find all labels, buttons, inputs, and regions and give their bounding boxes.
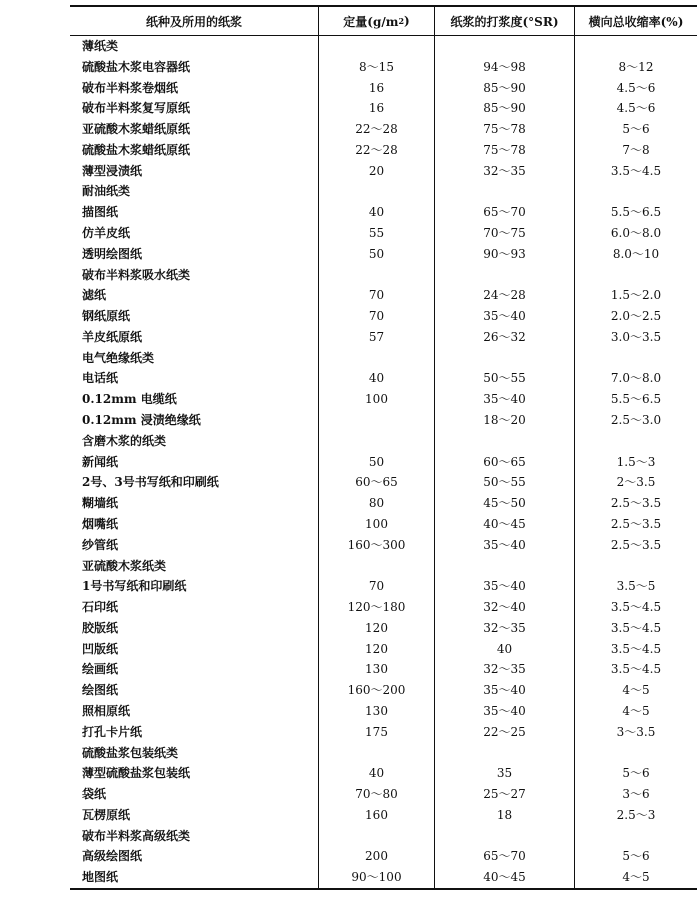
shrinkage-cell: 3～6 — [622, 787, 650, 802]
row-name: 纱管纸 — [82, 537, 119, 552]
beating-degree-cell: 45～50 — [483, 496, 526, 511]
row-name: 破布半料浆卷烟纸 — [82, 80, 179, 95]
beating-degree-cell: 24～28 — [483, 288, 526, 303]
basis-weight-cell: 120～180 — [347, 600, 406, 615]
row-name: 地图纸 — [82, 870, 119, 885]
beating-degree-cell: 65～70 — [483, 205, 526, 220]
row-name: 滤纸 — [82, 288, 107, 303]
beating-degree-cell: 18～20 — [483, 413, 526, 428]
shrinkage-cell: 5.5～6.5 — [610, 205, 662, 220]
beating-degree-cell: 40～45 — [483, 516, 526, 531]
shrinkage-cell: 3.5～4.5 — [610, 641, 662, 656]
table-row — [70, 452, 697, 473]
table-row — [70, 805, 697, 826]
basis-weight-cell: 160 — [365, 807, 388, 822]
shrinkage-cell: 3.0～3.5 — [610, 329, 662, 344]
table-row — [70, 265, 697, 286]
beating-degree-cell — [435, 181, 574, 202]
beating-degree-cell: 32～35 — [483, 163, 526, 178]
shrinkage-cell: 1.5～3 — [616, 454, 656, 469]
shrinkage-cell: 3.5～4.5 — [610, 600, 662, 615]
basis-weight-cell: 70 — [368, 309, 385, 324]
shrinkage-cell: 7.0～8.0 — [610, 371, 662, 386]
table-row — [70, 119, 697, 140]
basis-weight-cell: 100 — [365, 392, 388, 407]
shrinkage-cell: 5～6 — [622, 122, 650, 137]
row-name: 钢纸原纸 — [82, 309, 131, 324]
row-name: 破布半料浆复写原纸 — [82, 101, 191, 116]
beating-degree-cell: 60～65 — [483, 454, 526, 469]
beating-degree-cell: 25～27 — [483, 787, 526, 802]
beating-degree-cell: 32～35 — [483, 662, 526, 677]
beating-degree-cell — [435, 265, 574, 286]
beating-degree-cell: 65～70 — [483, 849, 526, 864]
basis-weight-cell: 120 — [365, 620, 388, 635]
row-name: 描图纸 — [82, 205, 119, 220]
beating-degree-cell: 50～55 — [483, 371, 526, 386]
beating-degree-cell — [435, 743, 574, 764]
row-name: 羊皮纸原纸 — [82, 329, 143, 344]
shrinkage-cell — [575, 826, 697, 847]
table-row — [70, 493, 697, 514]
row-name: 照相原纸 — [82, 703, 131, 718]
beating-degree-cell: 40～45 — [483, 870, 526, 885]
row-name: 耐油纸类 — [82, 184, 131, 199]
shrinkage-cell: 5～6 — [622, 766, 650, 781]
row-name: 绘图纸 — [82, 683, 119, 698]
table-row — [70, 327, 697, 348]
header-beating-degree: 纸浆的打浆度(°SR) — [450, 14, 559, 29]
beating-degree-cell: 32～40 — [483, 600, 526, 615]
table-row — [70, 368, 697, 389]
table-row — [70, 223, 697, 244]
row-name: 透明绘图纸 — [82, 246, 143, 261]
basis-weight-cell — [319, 743, 434, 764]
shrinkage-cell: 3.5～4.5 — [610, 620, 662, 635]
table-row — [70, 348, 697, 369]
basis-weight-cell: 160～200 — [347, 683, 406, 698]
beating-degree-cell — [435, 826, 574, 847]
table-row — [70, 202, 697, 223]
row-name: 糊墙纸 — [82, 496, 119, 511]
table-row — [70, 514, 697, 535]
beating-degree-cell: 75～78 — [483, 122, 526, 137]
basis-weight-cell: 57 — [368, 329, 385, 344]
header-category: 纸种及所用的纸浆 — [145, 14, 242, 29]
table-row — [70, 431, 697, 452]
shrinkage-cell — [575, 36, 697, 57]
row-name: 电话纸 — [82, 371, 119, 386]
shrinkage-cell: 2.5～3.5 — [610, 537, 662, 552]
table-row — [70, 98, 697, 119]
shrinkage-cell: 5～6 — [622, 849, 650, 864]
basis-weight-cell: 60～65 — [355, 475, 398, 490]
basis-weight-cell: 120 — [365, 641, 388, 656]
basis-weight-cell — [319, 265, 434, 286]
row-name: 破布半料浆吸水纸类 — [82, 267, 191, 282]
table-row — [70, 826, 697, 847]
beating-degree-cell: 18 — [496, 807, 513, 822]
table-row — [70, 743, 697, 764]
table-row — [70, 659, 697, 680]
beating-degree-cell: 35～40 — [483, 309, 526, 324]
table-row — [70, 181, 697, 202]
basis-weight-cell: 8～15 — [359, 59, 394, 74]
basis-weight-cell: 100 — [365, 516, 388, 531]
row-name: 瓦楞原纸 — [82, 807, 131, 822]
table-row — [70, 763, 697, 784]
row-name: 薄纸类 — [82, 39, 119, 53]
table-row — [70, 78, 697, 99]
table-row — [70, 161, 697, 182]
table-row — [70, 701, 697, 722]
basis-weight-cell: 90～100 — [351, 870, 402, 885]
basis-weight-cell — [319, 431, 434, 452]
shrinkage-cell: 3.5～4.5 — [610, 662, 662, 677]
beating-degree-cell: 50～55 — [483, 475, 526, 490]
row-name: 0.12mm 电缆纸 — [82, 392, 177, 407]
row-name: 烟嘴纸 — [82, 516, 119, 531]
beating-degree-cell: 75～78 — [483, 142, 526, 157]
row-name: 含磨木浆的纸类 — [82, 433, 167, 448]
beating-degree-cell: 70～75 — [483, 226, 526, 241]
shrinkage-cell — [575, 556, 697, 577]
table-row — [70, 306, 697, 327]
basis-weight-cell: 200 — [365, 849, 388, 864]
beating-degree-cell: 35～40 — [483, 703, 526, 718]
shrinkage-cell: 8.0～10 — [612, 246, 660, 261]
basis-weight-cell: 16 — [368, 80, 385, 95]
row-name: 新闻纸 — [82, 454, 119, 469]
row-name: 破布半料浆高级纸类 — [82, 828, 191, 843]
table-row — [70, 140, 697, 161]
beating-degree-cell — [435, 556, 574, 577]
paper-shrinkage-table — [70, 5, 697, 890]
row-name: 高级绘图纸 — [82, 849, 143, 864]
shrinkage-cell: 5.5～6.5 — [610, 392, 662, 407]
basis-weight-cell: 160～300 — [347, 537, 406, 552]
shrinkage-cell — [575, 431, 697, 452]
table-row — [70, 597, 697, 618]
shrinkage-cell: 4～5 — [622, 703, 650, 718]
table-row — [70, 36, 697, 57]
beating-degree-cell: 90～93 — [483, 246, 526, 261]
shrinkage-cell — [575, 348, 697, 369]
basis-weight-cell: 50 — [368, 454, 385, 469]
beating-degree-cell: 35～40 — [483, 392, 526, 407]
shrinkage-cell: 1.5～2.0 — [610, 288, 662, 303]
shrinkage-cell: 4～5 — [622, 870, 650, 885]
beating-degree-cell: 85～90 — [483, 101, 526, 116]
row-name: 亚硫酸木浆蜡纸原纸 — [82, 122, 191, 137]
beating-degree-cell: 22～25 — [483, 724, 526, 739]
basis-weight-cell: 20 — [368, 163, 385, 178]
row-name: 薄型硫酸盐浆包装纸 — [82, 766, 191, 781]
shrinkage-cell: 8～12 — [618, 59, 654, 74]
table-row — [70, 846, 697, 867]
shrinkage-cell: 4.5～6 — [616, 101, 656, 116]
beating-degree-cell: 40 — [496, 641, 513, 656]
basis-weight-cell: 40 — [368, 766, 385, 781]
beating-degree-cell — [435, 36, 574, 57]
basis-weight-cell — [319, 36, 434, 57]
shrinkage-cell: 3.5～4.5 — [610, 163, 662, 178]
shrinkage-cell — [575, 181, 697, 202]
row-name: 绘画纸 — [82, 662, 119, 677]
row-name: 电气绝缘纸类 — [82, 350, 155, 365]
table-row — [70, 410, 697, 431]
beating-degree-cell: 85～90 — [483, 80, 526, 95]
beating-degree-cell: 32～35 — [483, 620, 526, 635]
shrinkage-cell: 2.0～2.5 — [610, 309, 662, 324]
basis-weight-cell: 55 — [368, 226, 385, 241]
shrinkage-cell: 2.5～3.0 — [610, 413, 662, 428]
beating-degree-cell: 35～40 — [483, 579, 526, 594]
row-name: 胶版纸 — [82, 620, 119, 635]
row-name: 仿羊皮纸 — [82, 226, 131, 241]
basis-weight-cell: 40 — [368, 371, 385, 386]
shrinkage-cell: 4～5 — [622, 683, 650, 698]
basis-weight-cell: 130 — [365, 662, 388, 677]
basis-weight-cell: 50 — [368, 246, 385, 261]
table-row — [70, 680, 697, 701]
basis-weight-cell — [319, 348, 434, 369]
basis-weight-cell: 16 — [368, 101, 385, 116]
basis-weight-cell: 80 — [368, 496, 385, 511]
row-name: 石印纸 — [82, 600, 119, 615]
shrinkage-cell: 2～3.5 — [616, 475, 656, 490]
table-row — [70, 285, 697, 306]
row-name: 硫酸盐木浆电容器纸 — [82, 59, 191, 74]
shrinkage-cell: 6.0～8.0 — [610, 226, 662, 241]
row-name: 0.12mm 浸渍绝缘纸 — [82, 413, 201, 428]
basis-weight-cell: 70 — [368, 579, 385, 594]
basis-weight-cell: 175 — [365, 724, 388, 739]
beating-degree-cell: 26～32 — [483, 329, 526, 344]
row-name: 凹版纸 — [82, 641, 119, 656]
beating-degree-cell: 35～40 — [483, 537, 526, 552]
row-name: 硫酸盐木浆蜡纸原纸 — [82, 142, 191, 157]
beating-degree-cell: 35 — [496, 766, 513, 781]
row-name: 打孔卡片纸 — [82, 724, 143, 739]
beating-degree-cell — [435, 431, 574, 452]
basis-weight-cell: 130 — [365, 703, 388, 718]
basis-weight-cell: 22～28 — [355, 142, 398, 157]
row-name: 硫酸盐浆包装纸类 — [82, 745, 179, 760]
table-row — [70, 389, 697, 410]
table-row — [70, 244, 697, 265]
table-row — [70, 784, 697, 805]
shrinkage-cell: 3～3.5 — [616, 724, 656, 739]
shrinkage-cell: 2.5～3.5 — [610, 496, 662, 511]
beating-degree-cell: 94～98 — [483, 59, 526, 74]
shrinkage-cell — [575, 743, 697, 764]
basis-weight-cell: 70 — [368, 288, 385, 303]
table-row — [70, 618, 697, 639]
beating-degree-cell — [435, 348, 574, 369]
table-row — [70, 867, 697, 888]
basis-weight-cell — [319, 556, 434, 577]
table-row — [70, 722, 697, 743]
header-basis-weight: 定量(g/m 2 ) — [343, 14, 410, 29]
shrinkage-cell — [575, 265, 697, 286]
row-name: 1号书写纸和印刷纸 — [82, 579, 187, 594]
table-row — [70, 535, 697, 556]
basis-weight-cell: 22～28 — [355, 122, 398, 137]
table-row — [70, 576, 697, 597]
beating-degree-cell: 35～40 — [483, 683, 526, 698]
table-row — [70, 472, 697, 493]
header-shrinkage: 横向总收缩率(%) — [588, 14, 684, 29]
shrinkage-cell: 3.5～5 — [616, 579, 656, 594]
basis-weight-cell — [319, 410, 434, 431]
shrinkage-cell: 2.5～3 — [616, 807, 656, 822]
row-name: 亚硫酸木浆纸类 — [82, 558, 167, 573]
row-name: 薄型浸渍纸 — [82, 163, 143, 178]
basis-weight-cell — [319, 181, 434, 202]
shrinkage-cell: 2.5～3.5 — [610, 516, 662, 531]
table-row — [70, 57, 697, 78]
basis-weight-cell — [319, 826, 434, 847]
basis-weight-cell: 70～80 — [355, 787, 398, 802]
row-name: 袋纸 — [82, 787, 107, 802]
table-row — [70, 639, 697, 660]
shrinkage-cell: 7～8 — [622, 142, 650, 157]
row-name: 2号、3号书写纸和印刷纸 — [82, 475, 219, 490]
basis-weight-cell: 40 — [368, 205, 385, 220]
table-row — [70, 556, 697, 577]
shrinkage-cell: 4.5～6 — [616, 80, 656, 95]
